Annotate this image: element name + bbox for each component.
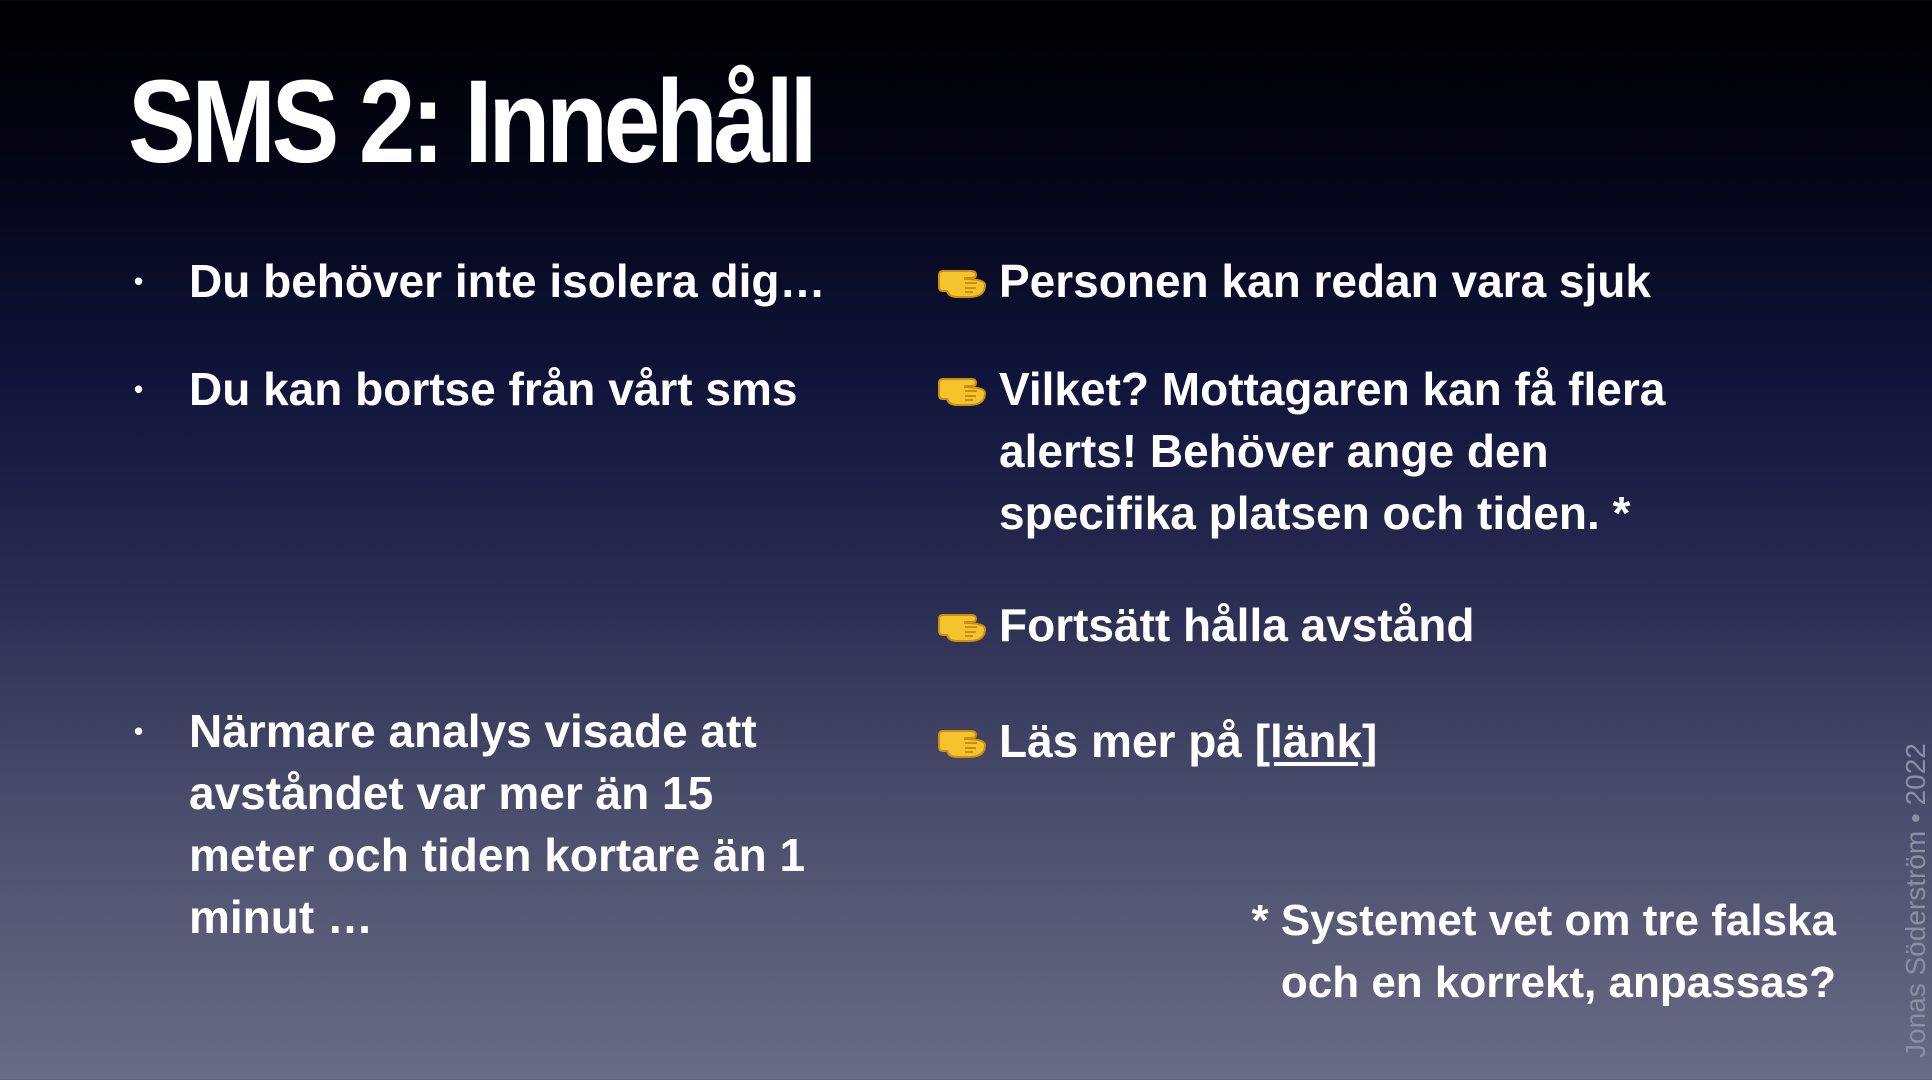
right-item-text bbox=[999, 710, 1719, 772]
footnote-line-2: och en korrekt, anpassas? bbox=[1280, 958, 1836, 1007]
left-bullet-1 bbox=[130, 250, 869, 312]
right-item-1 bbox=[935, 250, 1719, 312]
read-more-link[interactable]: [länk] bbox=[1254, 715, 1378, 767]
footnote bbox=[1116, 890, 1836, 1014]
right-item-text: Fortsätt hålla avstånd bbox=[999, 599, 1475, 651]
footnote-line-1: * Systemet vet om tre falska bbox=[1251, 896, 1836, 945]
right-item-text: Personen kan redan vara sjuk bbox=[999, 255, 1651, 307]
bullet-dot-icon: • bbox=[134, 716, 144, 746]
left-bullet-3 bbox=[130, 700, 829, 948]
pointing-hand-icon bbox=[935, 594, 999, 656]
left-bullet-2 bbox=[130, 358, 869, 420]
bullet-text: Närmare analys visade att avståndet var mer än 15 meter och tiden kortare än 1 minut … bbox=[189, 705, 806, 943]
right-item-text: Vilket? Mottagaren kan få flera alerts! Behöver ange den specifika platsen och tiden. * bbox=[999, 363, 1666, 539]
bullet-dot-icon: • bbox=[134, 374, 144, 404]
pointing-hand-icon bbox=[935, 250, 999, 312]
slide-title: SMS 2: Innehåll bbox=[128, 56, 814, 188]
bullet-text: Du kan bortse från vårt sms bbox=[189, 363, 798, 415]
author-credit: Jonas Söderström • 2022 bbox=[1900, 743, 1931, 1058]
read-more-prefix: Läs mer på bbox=[999, 715, 1255, 767]
pointing-hand-icon bbox=[935, 358, 999, 420]
pointing-hand-icon bbox=[935, 710, 999, 772]
right-item-3 bbox=[935, 594, 1719, 656]
bullet-dot-icon: • bbox=[134, 266, 144, 296]
right-item-4 bbox=[935, 710, 1719, 772]
right-item-2 bbox=[935, 358, 1699, 544]
bullet-text: Du behöver inte isolera dig… bbox=[189, 255, 826, 307]
